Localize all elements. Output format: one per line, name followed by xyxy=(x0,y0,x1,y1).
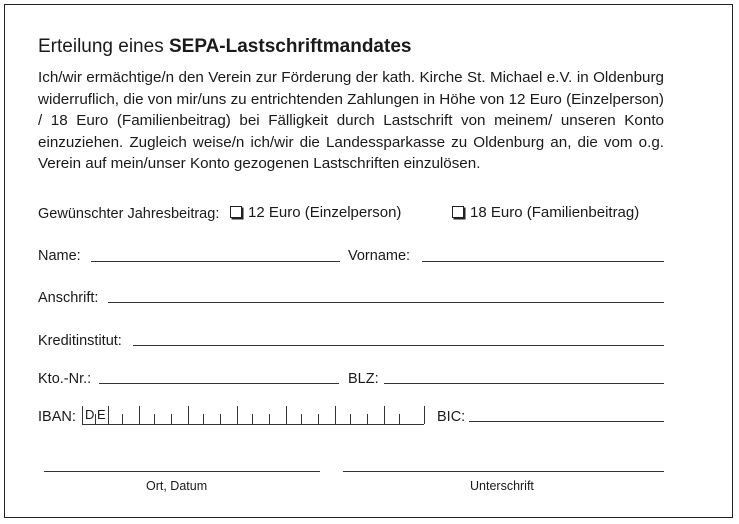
iban-cell-divider xyxy=(424,406,425,424)
iban-cell-divider xyxy=(367,414,368,424)
unterschrift-field[interactable] xyxy=(343,471,664,472)
iban-cell-divider xyxy=(335,406,336,424)
iban-cell-divider xyxy=(237,406,238,424)
iban-cell-divider xyxy=(269,414,270,424)
iban-cell-divider xyxy=(122,414,123,424)
unterschrift-caption: Unterschrift xyxy=(470,479,534,493)
option-12-euro[interactable] xyxy=(230,204,401,221)
iban-cell-divider xyxy=(350,414,351,424)
blz-label: BLZ: xyxy=(348,371,379,387)
iban-char-d: D xyxy=(85,407,95,422)
form-title xyxy=(38,36,411,58)
iban-baseline xyxy=(82,424,424,425)
iban-label: IBAN: xyxy=(38,409,76,425)
iban-cell-divider xyxy=(95,414,96,424)
bic-label: BIC: xyxy=(437,409,466,425)
iban-cell-divider xyxy=(252,414,253,424)
ort-datum-field[interactable] xyxy=(44,471,320,472)
option-12-euro-label: 12 Euro (Einzelperson) xyxy=(248,204,402,221)
vorname-label: Vorname: xyxy=(348,248,411,264)
iban-cell-divider xyxy=(318,414,319,424)
anschrift-field[interactable] xyxy=(108,302,664,303)
iban-cell-divider xyxy=(220,414,221,424)
blz-field[interactable] xyxy=(384,383,664,384)
option-18-euro[interactable] xyxy=(452,204,639,221)
iban-char-e: E xyxy=(97,407,106,422)
iban-cell-divider xyxy=(384,406,385,424)
iban-cell-divider xyxy=(203,414,204,424)
iban-cell-divider xyxy=(286,406,287,424)
name-field[interactable] xyxy=(91,261,340,262)
name-label: Name: xyxy=(38,248,81,264)
iban-cell-divider xyxy=(139,406,140,424)
anschrift-label: Anschrift: xyxy=(38,290,99,306)
iban-cell-divider xyxy=(171,414,172,424)
checkbox-12-euro[interactable] xyxy=(230,206,242,218)
iban-cell-divider xyxy=(188,406,189,424)
title-bold: SEPA-Lastschriftmandates xyxy=(168,36,412,57)
iban-cell-divider xyxy=(82,406,83,424)
iban-cell-divider xyxy=(154,414,155,424)
iban-cell-divider xyxy=(301,414,302,424)
mandate-text: Ich/wir ermächtige/n den Verein zur Förderung der kath. Kirche St. Michael e.V. in Oldenburg widerruflich, die von mir/uns zu entrichtenden Zahlungen in Höhe von 12 Euro (Einzelperson) / 18 Euro (Familienbeitrag) bei Fälligkeit durch Lastschrift von meinem/ unseren Konto einzuziehen. Zugleich weise/n ich/wir die Landessparkasse zu Oldenburg an, die vom o.g. Verein auf mein/unser Konto gezogenen Lastschriften einzulösen. xyxy=(38,69,664,173)
ort-datum-caption: Ort, Datum xyxy=(146,479,208,493)
beitrag-label: Gewünschter Jahresbeitrag: xyxy=(38,206,220,222)
option-18-euro-label: 18 Euro (Familienbeitrag) xyxy=(470,204,640,221)
kreditinstitut-field[interactable] xyxy=(133,345,664,346)
title-prefix: Erteilung eines xyxy=(38,36,169,57)
kreditinstitut-label: Kreditinstitut: xyxy=(38,333,122,349)
bic-field[interactable] xyxy=(469,421,664,422)
checkbox-18-euro[interactable] xyxy=(452,206,464,218)
iban-cell-divider xyxy=(399,414,400,424)
kto-label: Kto.-Nr.: xyxy=(38,371,92,387)
iban-cell-divider xyxy=(108,406,109,424)
vorname-field[interactable] xyxy=(422,261,664,262)
kto-field[interactable] xyxy=(99,383,339,384)
